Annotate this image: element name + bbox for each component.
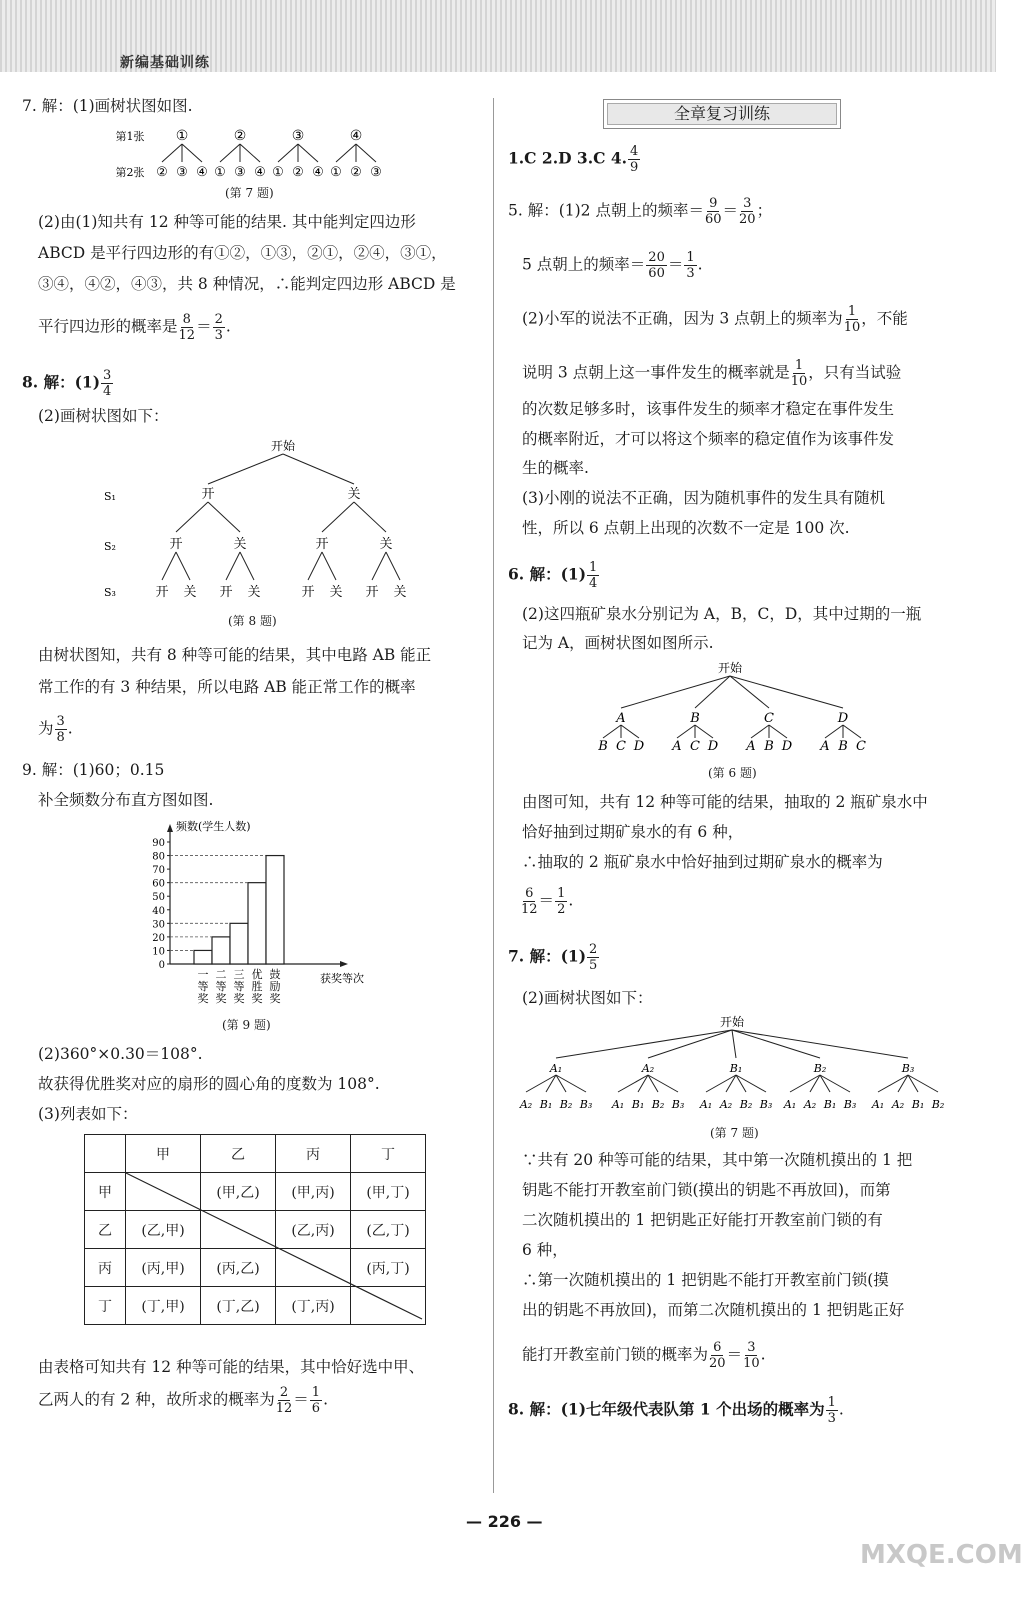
tree-node: 开始 bbox=[717, 661, 743, 675]
tree-branch bbox=[825, 725, 843, 738]
tick-label: 90 bbox=[152, 838, 165, 849]
q7r-text-1: (2)画树状图如下： bbox=[522, 989, 653, 1007]
tree-node: ④ bbox=[254, 165, 266, 180]
tree-node: 开 bbox=[201, 487, 215, 502]
fraction: $\frac{1}{3}$ bbox=[686, 250, 695, 281]
tree-node: B₂ bbox=[931, 1098, 945, 1111]
category-label-char: 等 bbox=[197, 980, 209, 993]
table-header: 丙 bbox=[276, 1135, 351, 1173]
q5-part1: 5. 解：(1)2 点朝上的频率＝ $\frac{9}{60}$ ＝ $\frac{3}{20}$ ； bbox=[508, 196, 773, 227]
category-label-char: 奖 bbox=[233, 992, 245, 1005]
tree-branch bbox=[322, 502, 354, 532]
tick-label: 0 bbox=[158, 960, 165, 971]
category-label-char: 优 bbox=[251, 968, 263, 981]
tick-label: 40 bbox=[152, 905, 165, 917]
tree-branch bbox=[208, 454, 283, 484]
tree-branch bbox=[732, 1030, 908, 1058]
table-cell: (丁,甲) bbox=[126, 1287, 201, 1325]
tree-node: ④ bbox=[349, 128, 363, 144]
y-axis-arrow bbox=[167, 824, 173, 832]
q9-intro: 9. 解：(1)60；0.15 bbox=[22, 761, 165, 779]
q9-text-4: (3)列表如下： bbox=[38, 1105, 138, 1123]
tree-branch bbox=[603, 725, 621, 738]
tree-node: ③ bbox=[370, 165, 382, 180]
table-cell: (乙,丁) bbox=[351, 1211, 426, 1249]
tree-node: 关 bbox=[379, 537, 393, 552]
tree-node: C bbox=[690, 739, 700, 754]
x-axis-label: 获奖等次 bbox=[320, 972, 364, 985]
header-title: 新编基础训练 bbox=[120, 55, 210, 71]
category-label-char: 奖 bbox=[269, 992, 281, 1005]
category-label-char: 胜 bbox=[251, 980, 263, 993]
q7r-text-4: 二次随机摸出的 1 把钥匙正好能打开教室前门锁的有 bbox=[522, 1211, 883, 1229]
tick-label: 80 bbox=[152, 851, 165, 863]
fraction: $\frac{1}{6}$ bbox=[311, 1385, 321, 1416]
q7r-text-3: 钥匙不能打开教室前门锁(摸出的钥匙不再放回)，而第 bbox=[522, 1181, 891, 1199]
tree-node: B₂ bbox=[739, 1098, 753, 1111]
fraction: $\frac{2}{3}$ bbox=[214, 312, 223, 343]
q6-caption: (第 6 题) bbox=[708, 766, 757, 780]
tree-branch bbox=[386, 552, 400, 580]
q8-text-3: 为 $\frac{3}{8}$ . bbox=[38, 714, 73, 745]
category-label-char: 等 bbox=[215, 980, 227, 993]
category-label-char: 三 bbox=[233, 968, 245, 981]
q9-text-6: 乙两人的有 2 种，故所求的概率为 $\frac{2}{12}$ ＝ $\frac{1}{6}$ . bbox=[38, 1385, 328, 1416]
table-cell: (甲,丙) bbox=[276, 1173, 351, 1211]
tree-branch bbox=[769, 725, 787, 738]
tree-branch bbox=[843, 725, 861, 738]
tree-branch bbox=[278, 144, 298, 162]
tree-node: C bbox=[856, 739, 866, 754]
fraction: $\frac{6}{20}$ bbox=[709, 1340, 726, 1371]
tree-branch bbox=[226, 552, 240, 580]
tree-node: A₁ bbox=[871, 1098, 885, 1111]
column-divider bbox=[493, 98, 494, 1493]
tree-node: B₃ bbox=[579, 1098, 593, 1111]
tree-node: 第1张 bbox=[115, 130, 145, 143]
q8-text-2: 常工作的有 3 种结果，所以电路 AB 能正常工作的概率 bbox=[38, 678, 416, 696]
table-header: 丁 bbox=[351, 1135, 426, 1173]
tree-branch bbox=[677, 725, 695, 738]
q5-part2-line1: (2)小军的说法不正确，因为 3 点朝上的频率为 $\frac{1}{10}$ ，不能 bbox=[522, 304, 908, 335]
tree-node: B₁ bbox=[911, 1098, 925, 1111]
bar bbox=[212, 937, 230, 964]
table-header: 甲 bbox=[126, 1135, 201, 1173]
tree-branch bbox=[648, 1030, 732, 1058]
tree-branch bbox=[354, 502, 386, 532]
tree-node: B₃ bbox=[759, 1098, 773, 1111]
tree-node: 关 bbox=[247, 585, 261, 600]
tree-branch bbox=[176, 502, 208, 532]
fraction: $\frac{4}{9}$ bbox=[630, 144, 639, 175]
fraction: $\frac{20}{60}$ bbox=[648, 250, 665, 281]
q9-text-5: 由表格可知共有 12 种等可能的结果，其中恰好选中甲、 bbox=[38, 1358, 425, 1376]
q7r-intro: 7. 解：(1) $\frac{2}{5}$ bbox=[508, 942, 598, 973]
tree-node: A₁ bbox=[549, 1062, 563, 1075]
tree-node: A bbox=[616, 711, 626, 726]
q7r-text-6: ∴第一次随机摸出的 1 把钥匙不能打开教室前门锁(摸 bbox=[522, 1271, 889, 1289]
tree-branch bbox=[220, 144, 240, 162]
q5-part2-line4: 的概率附近，才可以将这个频率的稳定值作为该事件发 bbox=[522, 430, 895, 448]
tree-node: S₂ bbox=[104, 540, 116, 553]
tree-node: A bbox=[672, 739, 682, 754]
tree-node: C bbox=[764, 711, 774, 726]
q6-text-1: (2)这四瓶矿泉水分别记为 A，B，C，D，其中过期的一瓶 bbox=[522, 605, 922, 623]
tree-node: 关 bbox=[393, 585, 407, 600]
tree-node: ③ bbox=[291, 128, 305, 144]
x-axis-arrow bbox=[340, 961, 348, 967]
q7r-text-8: 能打开教室前门锁的概率为 $\frac{6}{20}$ ＝ $\frac{3}{10}$ . bbox=[522, 1340, 766, 1371]
q7-text-3: ③④，④②，④③，共 8 种情况，∴能判定四边形 ABCD 是 bbox=[38, 275, 456, 293]
table-diagonal bbox=[126, 1173, 424, 1321]
fraction: $\frac{3}{4}$ bbox=[103, 368, 112, 399]
q8-tree-diagram bbox=[100, 434, 410, 609]
tree-node: 开 bbox=[315, 537, 329, 552]
tree-branch bbox=[732, 1030, 736, 1058]
q7r-tree-diagram bbox=[508, 1012, 958, 1120]
tree-node: B₁ bbox=[823, 1098, 837, 1111]
tree-node: B₃ bbox=[671, 1098, 685, 1111]
tree-node: ② bbox=[156, 165, 168, 180]
tree-node: 开 bbox=[365, 585, 379, 600]
section-title: 全章复习训练 bbox=[603, 99, 841, 129]
category-label-char: 鼓 bbox=[269, 968, 281, 981]
fraction: $\frac{1}{10}$ bbox=[843, 304, 861, 335]
tree-node: D bbox=[633, 739, 645, 754]
tree-branch bbox=[695, 725, 713, 738]
category-label-char: 等 bbox=[233, 980, 245, 993]
tree-node: ④ bbox=[312, 165, 324, 180]
q7-text-1: (2)由(1)知共有 12 种等可能的结果. 其中能判定四边形 bbox=[38, 213, 416, 231]
table-corner bbox=[85, 1135, 126, 1173]
tree-branch bbox=[208, 502, 240, 532]
tree-node: 关 bbox=[183, 585, 197, 600]
q5-part2-line3: 的次数足够多时，该事件发生的频率才稳定在事件发生 bbox=[522, 400, 895, 418]
tree-branch bbox=[322, 552, 336, 580]
tree-branch bbox=[162, 144, 182, 162]
table-cell: (乙,丙) bbox=[276, 1211, 351, 1249]
q9-caption: (第 9 题) bbox=[222, 1018, 271, 1032]
fraction: $\frac{8}{12}$ bbox=[178, 312, 196, 343]
tree-node: A₂ bbox=[641, 1062, 655, 1075]
table-row-header: 甲 bbox=[85, 1173, 126, 1211]
y-axis-label: 频数(学生人数) bbox=[176, 820, 251, 833]
tick-label: 10 bbox=[152, 946, 165, 958]
q7-text-2: ABCD 是平行四边形的有①②，①③，②①，②④，③①， bbox=[38, 244, 447, 262]
tree-branch bbox=[732, 1030, 820, 1058]
q6-text-3: 由图可知，共有 12 种等可能的结果，抽取的 2 瓶矿泉水中 bbox=[522, 793, 928, 811]
tree-node: ① bbox=[175, 128, 189, 144]
tree-node: 开 bbox=[155, 585, 169, 600]
tree-node: A₂ bbox=[803, 1098, 817, 1111]
fraction: $\frac{3}{20}$ bbox=[739, 196, 756, 227]
tree-branch bbox=[240, 552, 254, 580]
fraction: $\frac{2}{5}$ bbox=[589, 942, 598, 973]
bar bbox=[230, 923, 248, 964]
tree-branch bbox=[336, 144, 356, 162]
tree-node: B bbox=[764, 739, 774, 754]
tree-branch bbox=[356, 144, 376, 162]
tree-node: B bbox=[598, 739, 608, 754]
page-number: — 226 — bbox=[466, 1512, 543, 1531]
fraction: $\frac{1}{3}$ bbox=[827, 1395, 836, 1426]
fraction: $\frac{2}{12}$ bbox=[275, 1385, 293, 1416]
tree-node: 开 bbox=[301, 585, 315, 600]
fraction: $\frac{3}{10}$ bbox=[743, 1340, 760, 1371]
table-row-header: 丙 bbox=[85, 1249, 126, 1287]
tree-branch bbox=[621, 676, 730, 708]
q8-caption: (第 8 题) bbox=[228, 614, 277, 628]
q6-tree-diagram bbox=[585, 658, 885, 758]
table-cell: (丁,乙) bbox=[201, 1287, 276, 1325]
fraction: $\frac{3}{8}$ bbox=[56, 714, 65, 745]
tree-node: ③ bbox=[176, 165, 188, 180]
q6-text-6: $\frac{6}{12}$ ＝ $\frac{1}{2}$ . bbox=[521, 886, 574, 917]
tree-node: ① bbox=[330, 165, 342, 180]
table-cell: (甲,乙) bbox=[201, 1173, 276, 1211]
tree-branch bbox=[621, 725, 639, 738]
tree-branch bbox=[240, 144, 260, 162]
tree-node: C bbox=[616, 739, 626, 754]
q7r-text-2: ∵共有 20 种等可能的结果，其中第一次随机摸出的 1 把 bbox=[522, 1151, 913, 1169]
q5-part2-line2: 说明 3 点朝上这一事件发生的概率就是 $\frac{1}{10}$ ，只有当试验 bbox=[522, 358, 902, 389]
tree-branch bbox=[730, 676, 843, 708]
q8-intro: 8. 解：(1) $\frac{3}{4}$ bbox=[22, 368, 112, 399]
tree-node: B₃ bbox=[901, 1062, 915, 1075]
category-label-char: 一 bbox=[197, 968, 209, 981]
tree-node: S₁ bbox=[104, 490, 116, 503]
q7-caption: (第 7 题) bbox=[225, 186, 274, 200]
tree-node: B bbox=[838, 739, 848, 754]
fraction: $\frac{1}{10}$ bbox=[790, 358, 808, 389]
q9-text-2: (2)360°×0.30＝108°. bbox=[38, 1045, 203, 1063]
tick-label: 20 bbox=[152, 932, 165, 944]
answers-1-4: 1.C 2.D 3.C 4. $\frac{4}{9}$ bbox=[508, 144, 639, 175]
q5-part1b: 5 点朝上的频率＝ $\frac{20}{60}$ ＝ $\frac{1}{3}$ . bbox=[522, 250, 703, 281]
tree-branch bbox=[372, 552, 386, 580]
tree-node: ② bbox=[350, 165, 362, 180]
table-row-header: 乙 bbox=[85, 1211, 126, 1249]
bar bbox=[194, 950, 212, 964]
table-row-header: 丁 bbox=[85, 1287, 126, 1325]
tick-label: 70 bbox=[152, 865, 165, 877]
tree-node: D bbox=[781, 739, 793, 754]
q6-intro: 6. 解：(1) $\frac{1}{4}$ bbox=[508, 560, 598, 591]
tree-node: D bbox=[837, 711, 849, 726]
q7r-text-7: 出的钥匙不再放回)，而第二次随机摸出的 1 把钥匙正好 bbox=[522, 1301, 905, 1319]
tree-node: 关 bbox=[233, 537, 247, 552]
q9-text-1: 补全频数分布直方图如图. bbox=[38, 791, 214, 809]
tree-node: B₁ bbox=[539, 1098, 553, 1111]
tick-label: 50 bbox=[152, 892, 165, 904]
tree-node: ② bbox=[292, 165, 304, 180]
tree-node: B₃ bbox=[843, 1098, 857, 1111]
tree-node: A₂ bbox=[519, 1098, 533, 1111]
tree-node: A bbox=[820, 739, 830, 754]
tree-node: ① bbox=[214, 165, 226, 180]
q7r-caption: (第 7 题) bbox=[710, 1126, 759, 1140]
tree-node: B bbox=[690, 711, 700, 726]
tree-node: B₁ bbox=[729, 1062, 743, 1075]
tree-node: ② bbox=[233, 128, 247, 144]
tree-node: A₂ bbox=[891, 1098, 905, 1111]
q5-part3-line2: 性，所以 6 点朝上出现的次数不一定是 100 次. bbox=[522, 519, 850, 537]
tree-node: A₁ bbox=[611, 1098, 625, 1111]
category-label-char: 奖 bbox=[215, 992, 227, 1005]
tree-branch bbox=[162, 552, 176, 580]
q8-text-1: 由树状图知，共有 8 种等可能的结果，其中电路 AB 能正 bbox=[38, 646, 432, 664]
category-label-char: 奖 bbox=[197, 992, 209, 1005]
tree-node: B₂ bbox=[559, 1098, 573, 1111]
tree-node: 开 bbox=[169, 537, 183, 552]
tree-node: ③ bbox=[234, 165, 246, 180]
table-cell: (丙,甲) bbox=[126, 1249, 201, 1287]
fraction: $\frac{6}{12}$ bbox=[521, 886, 538, 917]
q8-part2: (2)画树状图如下： bbox=[38, 407, 169, 425]
table-cell: (丙,丁) bbox=[351, 1249, 426, 1287]
tree-branch bbox=[556, 1030, 732, 1058]
tree-node: B₂ bbox=[651, 1098, 665, 1111]
tree-branch bbox=[182, 144, 202, 162]
table-cell: (甲,丁) bbox=[351, 1173, 426, 1211]
tree-branch bbox=[730, 676, 769, 708]
tree-node: ① bbox=[272, 165, 284, 180]
tree-node: A₁ bbox=[783, 1098, 797, 1111]
tree-node: A₂ bbox=[719, 1098, 733, 1111]
tree-node: A bbox=[746, 739, 756, 754]
tree-node: 开始 bbox=[270, 439, 296, 453]
q9-histogram bbox=[140, 814, 364, 1014]
tree-node: 开始 bbox=[719, 1015, 745, 1029]
tree-node: A₁ bbox=[699, 1098, 713, 1111]
tree-branch bbox=[751, 725, 769, 738]
bar bbox=[266, 856, 284, 964]
fraction: $\frac{1}{4}$ bbox=[589, 560, 598, 591]
tree-node: S₃ bbox=[104, 586, 116, 599]
tree-node: 关 bbox=[347, 487, 361, 502]
q6-text-2: 记为 A，画树状图如图所示. bbox=[522, 634, 714, 652]
tree-node: B₁ bbox=[631, 1098, 645, 1111]
q7-text-4: 平行四边形的概率是 $\frac{8}{12}$ ＝ $\frac{2}{3}$ . bbox=[38, 312, 231, 343]
q6-text-5: ∴抽取的 2 瓶矿泉水中恰好抽到过期矿泉水的概率为 bbox=[522, 853, 883, 871]
tree-branch bbox=[298, 144, 318, 162]
table-header: 乙 bbox=[201, 1135, 276, 1173]
tick-label: 30 bbox=[152, 919, 165, 931]
q5-part2-line5: 生的概率. bbox=[522, 459, 589, 477]
tree-branch bbox=[308, 552, 322, 580]
category-label-char: 励 bbox=[269, 980, 281, 993]
q7-intro: 7. 解：(1)画树状图如图. bbox=[22, 97, 193, 115]
q7r-text-5: 6 种， bbox=[522, 1241, 568, 1259]
tree-node: ④ bbox=[196, 165, 208, 180]
fraction: $\frac{1}{2}$ bbox=[557, 886, 566, 917]
q6-text-4: 恰好抽到过期矿泉水的有 6 种， bbox=[522, 823, 744, 841]
q8r-text: 8. 解：(1)七年级代表队第 1 个出场的概率为 $\frac{1}{3}$ . bbox=[508, 1395, 844, 1426]
q5-part3-line1: (3)小刚的说法不正确，因为随机事件的发生具有随机 bbox=[522, 489, 885, 507]
tree-node: 开 bbox=[219, 585, 233, 600]
tree-branch bbox=[176, 552, 190, 580]
table-cell: (丁,丙) bbox=[276, 1287, 351, 1325]
tree-node: 第2张 bbox=[115, 166, 145, 179]
tree-node: 关 bbox=[329, 585, 343, 600]
table-cell: (乙,甲) bbox=[126, 1211, 201, 1249]
tree-node: D bbox=[707, 739, 719, 754]
q9-text-3: 故获得优胜奖对应的扇形的圆心角的度数为 108°. bbox=[38, 1075, 380, 1093]
fraction: $\frac{9}{60}$ bbox=[704, 196, 722, 227]
q7-text-4-label: 平行四边形的概率是 bbox=[38, 317, 178, 336]
watermark-text: MXQE.COM bbox=[860, 1540, 1023, 1570]
tree-node: B₂ bbox=[813, 1062, 827, 1075]
category-label-char: 奖 bbox=[251, 992, 263, 1005]
tick-label: 60 bbox=[152, 878, 165, 890]
bar bbox=[248, 883, 266, 964]
tree-branch bbox=[283, 454, 354, 484]
category-label-char: 二 bbox=[215, 968, 227, 981]
table-cell: (丙,乙) bbox=[201, 1249, 276, 1287]
